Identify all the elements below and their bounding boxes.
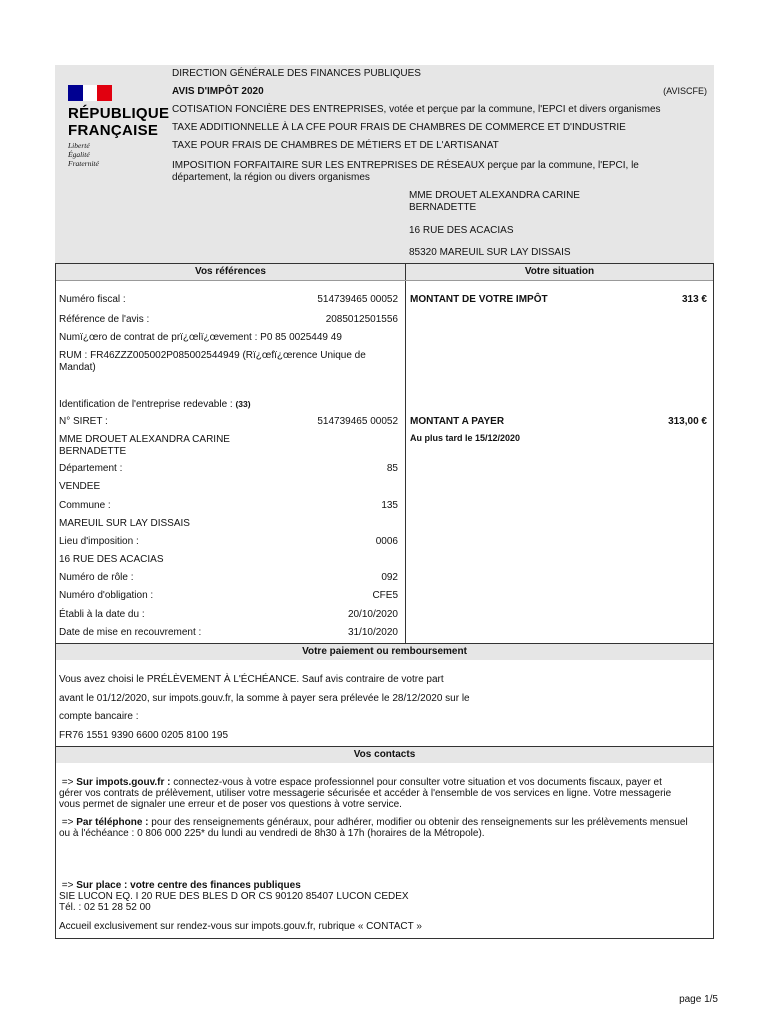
recipient-city: 85320 MAREUIL SUR LAY DISSAIS [409, 247, 571, 258]
montant-impot-label: MONTANT DE VOTRE IMPÔT [410, 294, 548, 305]
recipient-street: 16 RUE DES ACACIAS [409, 225, 514, 236]
contact-phone: => Par téléphone : pour des renseignements généraux, pour adhérer, modifier ou obtenir des renseignements sur les prélèvements mensuel ou à l'échéance : 0 806 000 225* du lundi au vendredi de 8h30 à 17h (horaires de la Métropole). [59, 817, 688, 839]
identification-label: Identification de l'entreprise redevable : (33) [59, 399, 251, 410]
lieu-imposition-value: 0006 [375, 536, 398, 547]
contrat-prelevement: Numï¿œro de contrat de prï¿œlï¿œvement : P0 85 0025449 49 [59, 332, 342, 343]
cci-line: TAXE ADDITIONNELLE À LA CFE POUR FRAIS DE CHAMBRES DE COMMERCE ET D'INDUSTRIE [172, 122, 626, 133]
contact-web: => Sur impots.gouv.fr : connectez-vous à votre espace professionnel pour consulter votre situation et vos documents fiscaux, payer et gérer vos contrats de prélèvement, utiliser votre messagerie sécurisée et accéder à l'ensemble de vos services en ligne. Votre messagerie vous permet de signaler une erreur et de poser vos questions à votre service. [59, 777, 672, 810]
direction-title: DIRECTION GÉNÉRALE DES FINANCES PUBLIQUES [172, 68, 421, 79]
contact-place-label: Sur place : votre centre des finances publiques [76, 880, 301, 891]
paiement-line2: avant le 01/12/2020, sur impots.gouv.fr, la somme à payer sera prélevée le 28/12/2020 sur le [59, 693, 470, 704]
obligation-label: Numéro d'obligation : [59, 590, 154, 601]
rum-line2: Mandat) [59, 362, 96, 373]
situation-header: Votre situation [406, 264, 713, 280]
montant-impot-value: 313 € [681, 294, 707, 305]
rum-line1: RUM : FR46ZZZ005002P085002544949 (Rï¿œfï¿œrence Unique de [59, 350, 366, 361]
logo-motto: Liberté Égalité Fraternité [68, 141, 99, 168]
numero-fiscal-value: 514739465 00052 [317, 294, 398, 305]
references-header: Vos références [56, 264, 405, 280]
cfe-line: COTISATION FONCIÈRE DES ENTREPRISES, votée et perçue par la commune, l'EPCI et divers organismes [172, 104, 661, 115]
recouvrement-label: Date de mise en recouvrement : [59, 627, 202, 638]
departement-name: VENDEE [59, 481, 101, 492]
paiement-line3: compte bancaire : [59, 711, 139, 722]
siret-value: 514739465 00052 [317, 416, 398, 427]
contact-rdv: Accueil exclusivement sur rendez-vous sur impots.gouv.fr, rubrique « CONTACT » [59, 921, 422, 932]
departement-value: 85 [386, 463, 398, 474]
contact-place-address: SIE LUCON EQ. I 20 RUE DES BLES D OR CS 90120 85407 LUCON CEDEX [59, 891, 409, 902]
numero-fiscal-label: Numéro fiscal : [59, 294, 126, 305]
page-number: page 1/5 [679, 994, 718, 1005]
recipient-name2: BERNADETTE [409, 202, 477, 213]
siret-label: N° SIRET : [59, 416, 108, 427]
commune-value: 135 [381, 500, 398, 511]
lieu-imposition-label: Lieu d'imposition : [59, 536, 139, 547]
recipient-address [409, 190, 580, 259]
logo-name-line2: FRANÇAISE [68, 122, 159, 139]
taxpayer-name1: MME DROUET ALEXANDRA CARINE [59, 434, 230, 445]
avis-code: (AVISCFE) [663, 86, 707, 96]
iban: FR76 1551 9390 6600 0205 8100 195 [59, 730, 229, 741]
etabli-value: 20/10/2020 [347, 609, 398, 620]
role-label: Numéro de rôle : [59, 572, 134, 583]
paiement-header: Votre paiement ou remboursement [56, 644, 713, 660]
contacts-header: Vos contacts [56, 747, 713, 763]
montant-payer-value: 313,00 € [668, 416, 707, 427]
contact-place: => Sur place : votre centre des finances publiques SIE LUCON EQ. I 20 RUE DES BLES D OR CS 90120 85407 LUCON CEDEX Tél. : 02 51 28 52 00 [59, 880, 709, 913]
commune-name: MAREUIL SUR LAY DISSAIS [59, 518, 190, 529]
ref-avis-label: Référence de l'avis : [59, 314, 150, 325]
cma-line: TAXE POUR FRAIS DE CHAMBRES DE MÉTIERS ET DE L'ARTISANAT [172, 140, 499, 151]
contact-place-tel: Tél. : 02 51 28 52 00 [59, 902, 151, 913]
contact-phone-label: Par téléphone : [76, 817, 149, 828]
column-divider [405, 264, 406, 644]
lieu-imposition-address: 16 RUE DES ACACIAS [59, 554, 164, 565]
montant-payer-label: MONTANT A PAYER [410, 416, 505, 427]
paiement-line1: Vous avez choisi le PRÉLÈVEMENT À L'ÉCHÉANCE. Sauf avis contraire de votre part [59, 674, 444, 685]
marianne-flag-icon [68, 85, 112, 101]
identification-value: (33) [235, 399, 251, 409]
commune-label: Commune : [59, 500, 111, 511]
recouvrement-value: 31/10/2020 [347, 627, 398, 638]
payment-deadline: Au plus tard le 15/12/2020 [410, 433, 521, 443]
taxpayer-name2: BERNADETTE [59, 446, 127, 457]
header-rule [56, 280, 713, 281]
departement-label: Département : [59, 463, 123, 474]
ref-avis-value: 2085012501556 [325, 314, 398, 325]
role-value: 092 [381, 572, 398, 583]
logo-name-line1: RÉPUBLIQUE [68, 105, 170, 122]
etabli-label: Établi à la date du : [59, 609, 145, 620]
recipient-name1: MME DROUET ALEXANDRA CARINE [409, 190, 580, 201]
republique-francaise-logo [68, 85, 168, 168]
contact-web-label: Sur impots.gouv.fr : [76, 777, 171, 788]
obligation-value: CFE5 [372, 590, 398, 601]
ifer-line2: département, la région ou divers organismes [172, 172, 370, 183]
avis-title: AVIS D'IMPÔT 2020 [172, 86, 264, 97]
ifer-line1: IMPOSITION FORFAITAIRE SUR LES ENTREPRISES DE RÉSEAUX perçue par la commune, l'EPCI, le [172, 160, 639, 171]
